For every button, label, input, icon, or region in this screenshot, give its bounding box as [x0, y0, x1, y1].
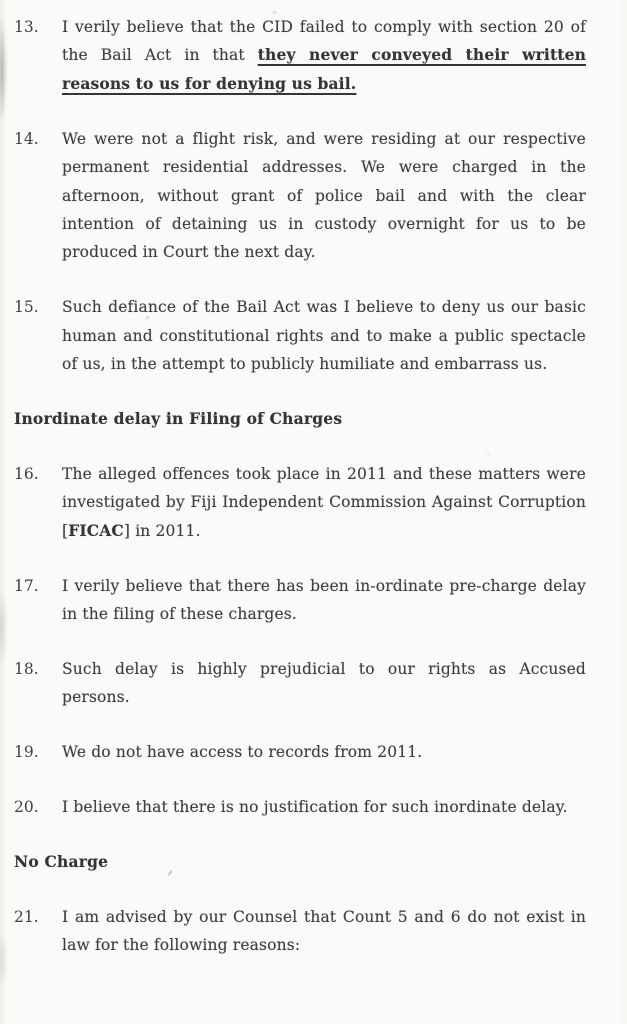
paragraph-text: [62, 13, 586, 98]
numbered-paragraph: [14, 655, 586, 712]
scan-speck: [272, 11, 277, 14]
numbered-paragraph: [14, 793, 586, 821]
text-segment: I verily believe that there has been in-ordinate pre-charge delay in the filing of these charges.: [62, 576, 586, 623]
scan-edge-smudge: [0, 18, 7, 123]
paragraph-text: [62, 738, 586, 766]
scan-speck: [146, 316, 149, 319]
paragraph-number: 18.: [14, 659, 39, 678]
scan-edge-smudge: [0, 590, 7, 665]
paragraph-text: [62, 572, 586, 629]
paragraph-number: 19.: [14, 743, 39, 762]
text-segment: Such defiance of the Bail Act was I believe to deny us our basic human and constitutional rights and to make a public spectacle of us, in the attempt to publicly humiliate and embarrass us.: [62, 298, 586, 374]
numbered-paragraph: [14, 572, 586, 629]
text-segment: The alleged offences took place in 2011 and these matters were investigated by Fiji Independent Commission Against Corruption [: [62, 464, 586, 540]
paragraph-text: [62, 460, 586, 545]
paragraph-number: 17.: [14, 576, 39, 595]
scan-speck: [487, 453, 490, 455]
paragraph-number: 13.: [14, 18, 39, 36]
text-segment: Such delay is highly prejudicial to our rights as Accused persons.: [62, 659, 586, 707]
numbered-paragraph: [14, 293, 586, 378]
text-segment: I am advised by our Counsel that Count 5 and 6 do not exist in law for the following reasons:: [62, 907, 586, 955]
numbered-paragraph: [14, 13, 586, 98]
numbered-paragraph: [14, 125, 586, 267]
text-segment: FICAC: [68, 520, 124, 540]
text-segment: We do not have access to records from 2011.: [62, 743, 423, 762]
numbered-paragraph: [14, 903, 586, 960]
text-segment: they never conveyed their written reasons to us for denying us bail.: [62, 45, 586, 93]
paragraph-number: 14.: [14, 129, 39, 148]
paragraph-text: [62, 793, 586, 821]
paragraph-number: 16.: [14, 464, 39, 483]
numbered-paragraph: [14, 738, 586, 766]
paragraph-text: [62, 903, 586, 960]
paragraph-number: 15.: [14, 298, 39, 317]
section-heading: No Charge: [14, 852, 109, 872]
text-segment: I believe that there is no justification for such inordinate delay.: [62, 798, 568, 817]
text-segment: We were not a flight risk, and were residing at our respective permanent residential addresses. We were charged in the afternoon, without grant of police bail and with the clear intention of detaining us in custody overnight for us to be produced in Court the next day.: [62, 129, 586, 262]
numbered-paragraph: [14, 460, 586, 545]
scan-edge-smudge: [0, 930, 7, 990]
section-heading: Inordinate delay in Filing of Charges: [14, 408, 343, 428]
paragraph-number: 20.: [14, 798, 39, 817]
text-segment: I verily believe that the CID failed to comply with section 20 of the Bail Act in that: [62, 18, 586, 65]
text-segment: ] in 2011.: [123, 521, 201, 540]
paragraph-text: [62, 293, 586, 378]
paragraph-text: [62, 655, 586, 712]
paragraph-number: 21.: [14, 907, 39, 926]
paragraph-text: [62, 125, 586, 267]
